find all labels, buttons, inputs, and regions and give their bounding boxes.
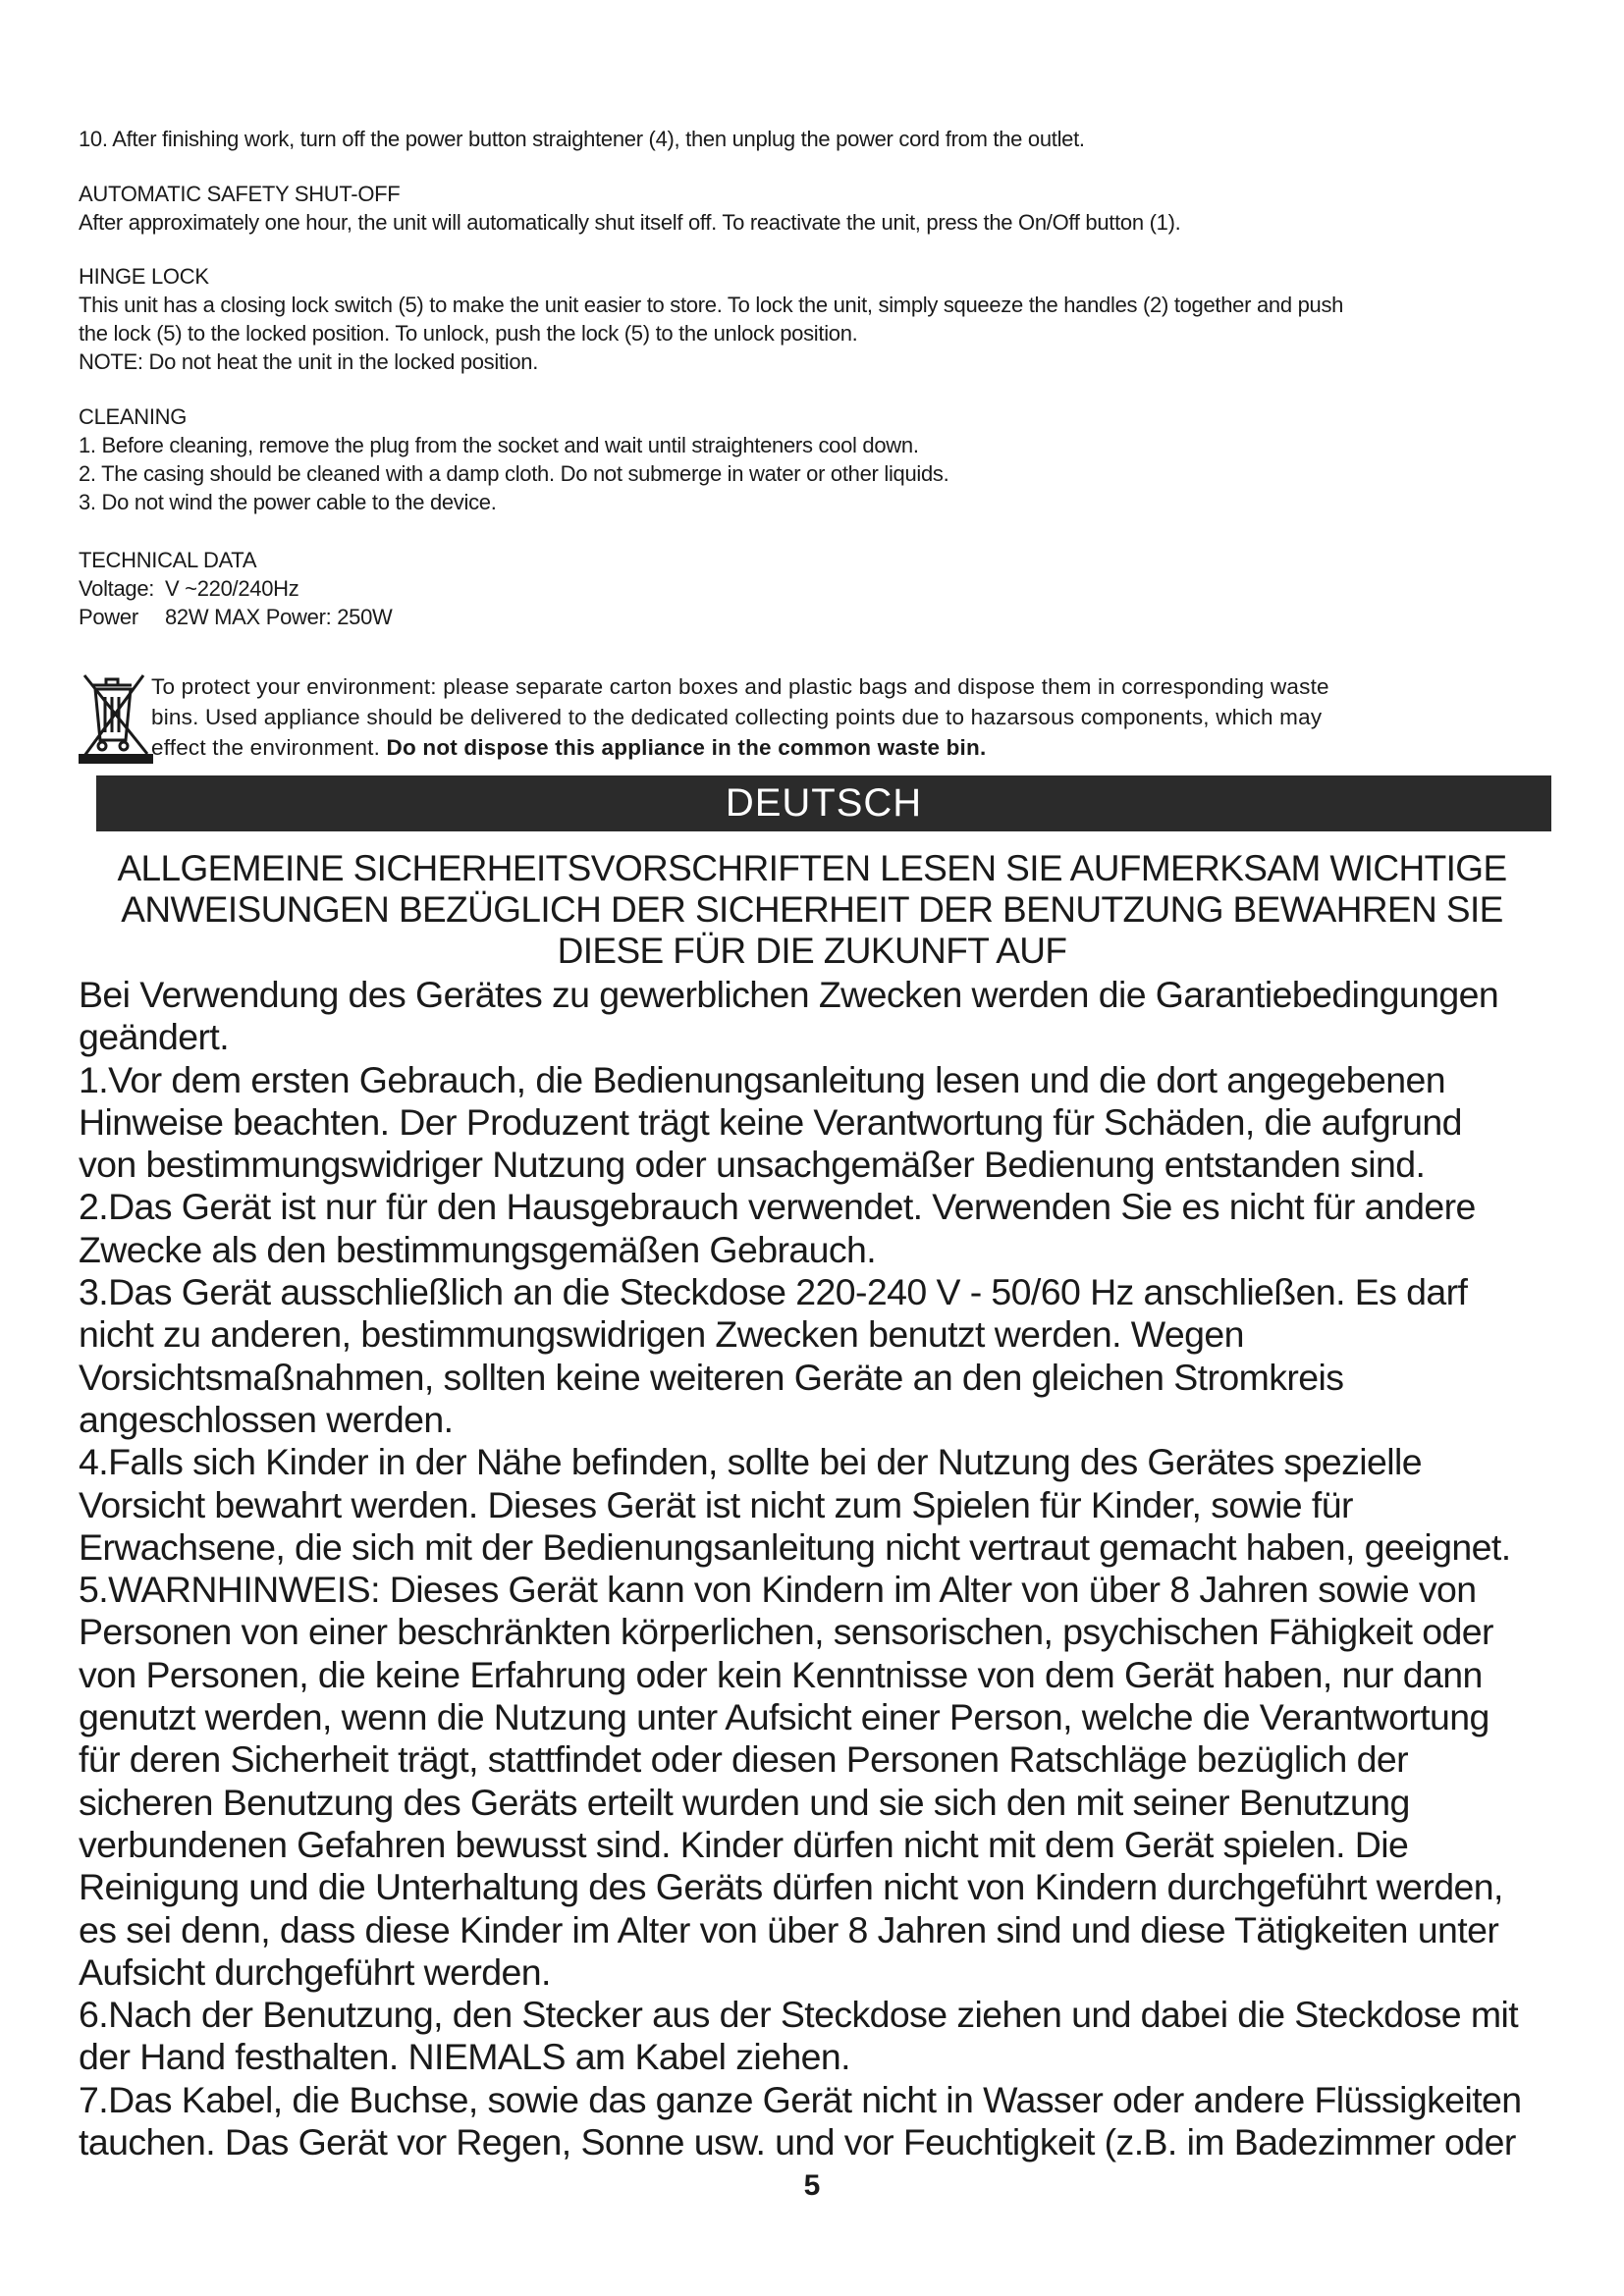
section-text: After approximately one hour, the unit will automatically shut itself off. To reactivate the unit, press the On/Off button (1).: [79, 210, 1181, 235]
section-technical-data: [79, 546, 1551, 631]
body-line: 5.WARNHINWEIS: Dieses Gerät kann von Kindern im Alter von über 8 Jahren sowie von: [79, 1569, 1477, 1611]
body-line: 2.Das Gerät ist nur für den Hausgebrauch verwendet. Verwenden Sie es nicht für andere: [79, 1186, 1476, 1228]
body-line: 6.Nach der Benutzung, den Stecker aus der Steckdose ziehen und dabei die Steckdose mit: [79, 1994, 1519, 2036]
environment-text: [151, 671, 1565, 763]
environment-line: bins. Used appliance should be delivered to the dedicated collecting points due to hazarsous components, which may: [151, 705, 1323, 729]
body-line: Vorsicht bewahrt werden. Dieses Gerät ist nicht zum Spielen für Kinder, sowie für: [79, 1483, 1353, 1525]
environment-line: [151, 732, 1565, 763]
section-cleaning: [79, 402, 1551, 516]
body-line: nicht zu anderen, bestimmungswidrigen Zwecken benutzt werden. Wegen: [79, 1313, 1244, 1356]
body-line: Personen von einer beschränkten körperlichen, sensorischen, psychischen Fähigkeit oder: [79, 1611, 1493, 1653]
body-line: Reinigung und die Unterhaltung des Geräts dürfen nicht von Kindern durchgeführt werden,: [79, 1866, 1503, 1908]
section-line: the lock (5) to the locked position. To unlock, push the lock (5) to the unlock position.: [79, 321, 858, 346]
body-line: von bestimmungswidriger Nutzung oder unsachgemäßer Bedienung entstanden sind.: [79, 1144, 1426, 1186]
body-line: genutzt werden, wenn die Nutzung unter Aufsicht einer Person, welche die Verantwortung: [79, 1696, 1489, 1738]
body-line: sicheren Benutzung des Geräts erteilt wurden und sie sich den mit seiner Benutzung: [79, 1781, 1410, 1823]
environment-warning-bold: Do not dispose this appliance in the common waste bin.: [386, 735, 987, 760]
instruction-item-10: [79, 125, 1551, 153]
voltage-value: V ~220/240Hz: [165, 576, 299, 601]
body-line: Aufsicht durchgeführt werden.: [79, 1950, 551, 1993]
section-heading: AUTOMATIC SAFETY SHUT-OFF: [79, 182, 401, 206]
body-line: Zwecke als den bestimmungsgemäßen Gebrauch.: [79, 1228, 877, 1270]
body-line: 4.Falls sich Kinder in der Nähe befinden, sollte bei der Nutzung des Gerätes spezielle: [79, 1441, 1422, 1483]
body-line: 7.Das Kabel, die Buchse, sowie das ganze Gerät nicht in Wasser oder andere Flüssigkeiten: [79, 2078, 1522, 2120]
section-line: 1. Before cleaning, remove the plug from the socket and wait until straighteners cool down.: [79, 433, 919, 457]
voltage-row: [79, 574, 1551, 603]
body-line: angeschlossen werden.: [79, 1398, 454, 1440]
body-line: es sei denn, dass diese Kinder im Alter von über 8 Jahren sind und diese Tätigkeiten unter: [79, 1908, 1499, 1950]
heading-line: ANWEISUNGEN BEZÜGLICH DER SICHERHEIT DER BENUTZUNG BEWAHREN SIE: [121, 889, 1503, 930]
body-line: Vorsichtsmaßnahmen, sollten keine weiteren Geräte an den gleichen Stromkreis: [79, 1356, 1344, 1398]
section-heading: TECHNICAL DATA: [79, 548, 257, 572]
section-heading: HINGE LOCK: [79, 264, 209, 289]
section-hinge-lock: [79, 262, 1551, 376]
heading-line: DIESE FÜR DIE ZUKUNFT AUF: [557, 931, 1067, 971]
section-line: NOTE: Do not heat the unit in the locked position.: [79, 349, 539, 374]
environment-notice: [79, 667, 1551, 766]
body-line: 3.Das Gerät ausschließlich an die Steckdose 220-240 V - 50/60 Hz anschließen. Es darf: [79, 1271, 1468, 1313]
body-line: der Hand festhalten. NIEMALS am Kabel ziehen.: [79, 2036, 850, 2078]
body-line: Hinweise beachten. Der Produzent trägt keine Verantwortung für Schäden, die aufgrund: [79, 1100, 1462, 1143]
body-line: tauchen. Das Gerät vor Regen, Sonne usw. und vor Feuchtigkeit (z.B. im Badezimmer oder: [79, 2121, 1516, 2163]
heading-line: ALLGEMEINE SICHERHEITSVORSCHRIFTEN LESEN SIE AUFMERKSAM WICHTIGE: [117, 848, 1507, 888]
power-value: 82W MAX Power: 250W: [165, 605, 393, 629]
body-line: 1.Vor dem ersten Gebrauch, die Bedienungsanleitung lesen und die dort angegebenen: [79, 1058, 1446, 1100]
voltage-label: Voltage:: [79, 576, 155, 601]
section-heading: CLEANING: [79, 404, 188, 429]
section-line: This unit has a closing lock switch (5) to make the unit easier to store. To lock the unit, simply squeeze the handles (2) together and push: [79, 293, 1344, 317]
environment-line-normal: effect the environment.: [151, 735, 381, 760]
body-line: geändert.: [79, 1016, 230, 1058]
section-line: 2. The casing should be cleaned with a damp cloth. Do not submerge in water or other liquids.: [79, 461, 949, 486]
instruction-text: 10. After finishing work, turn off the power button straightener (4), then unplug the power cord from the outlet.: [79, 127, 1085, 151]
body-line: für deren Sicherheit trägt, stattfindet oder diesen Personen Ratschläge bezüglich der: [79, 1738, 1409, 1781]
body-line: Erwachsene, die sich mit der Bedienungsanleitung nicht vertraut gemacht haben, geeignet.: [79, 1525, 1511, 1568]
body-line: verbundenen Gefahren bewusst sind. Kinder dürfen nicht mit dem Gerät spielen. Die: [79, 1823, 1409, 1865]
body-line: Bei Verwendung des Gerätes zu gewerblichen Zwecken werden die Garantiebedingungen: [79, 974, 1499, 1015]
power-row: [79, 603, 1551, 631]
body-line: von Personen, die keine Erfahrung oder kein Kenntnisse von dem Gerät haben, nur dann: [79, 1653, 1483, 1695]
environment-line: To protect your environment: please separate carton boxes and plastic bags and dispose them in corresponding waste: [151, 674, 1329, 699]
crossed-wheelie-bin-icon: [79, 667, 157, 766]
language-section-bar: DEUTSCH: [96, 775, 1551, 831]
german-instructions: [79, 974, 1551, 2163]
section-line: 3. Do not wind the power cable to the device.: [79, 490, 497, 514]
german-safety-heading: [59, 848, 1565, 972]
page-number: 5: [803, 2169, 821, 2202]
section-automatic-safety: [79, 180, 1551, 237]
power-label: Power: [79, 605, 138, 629]
